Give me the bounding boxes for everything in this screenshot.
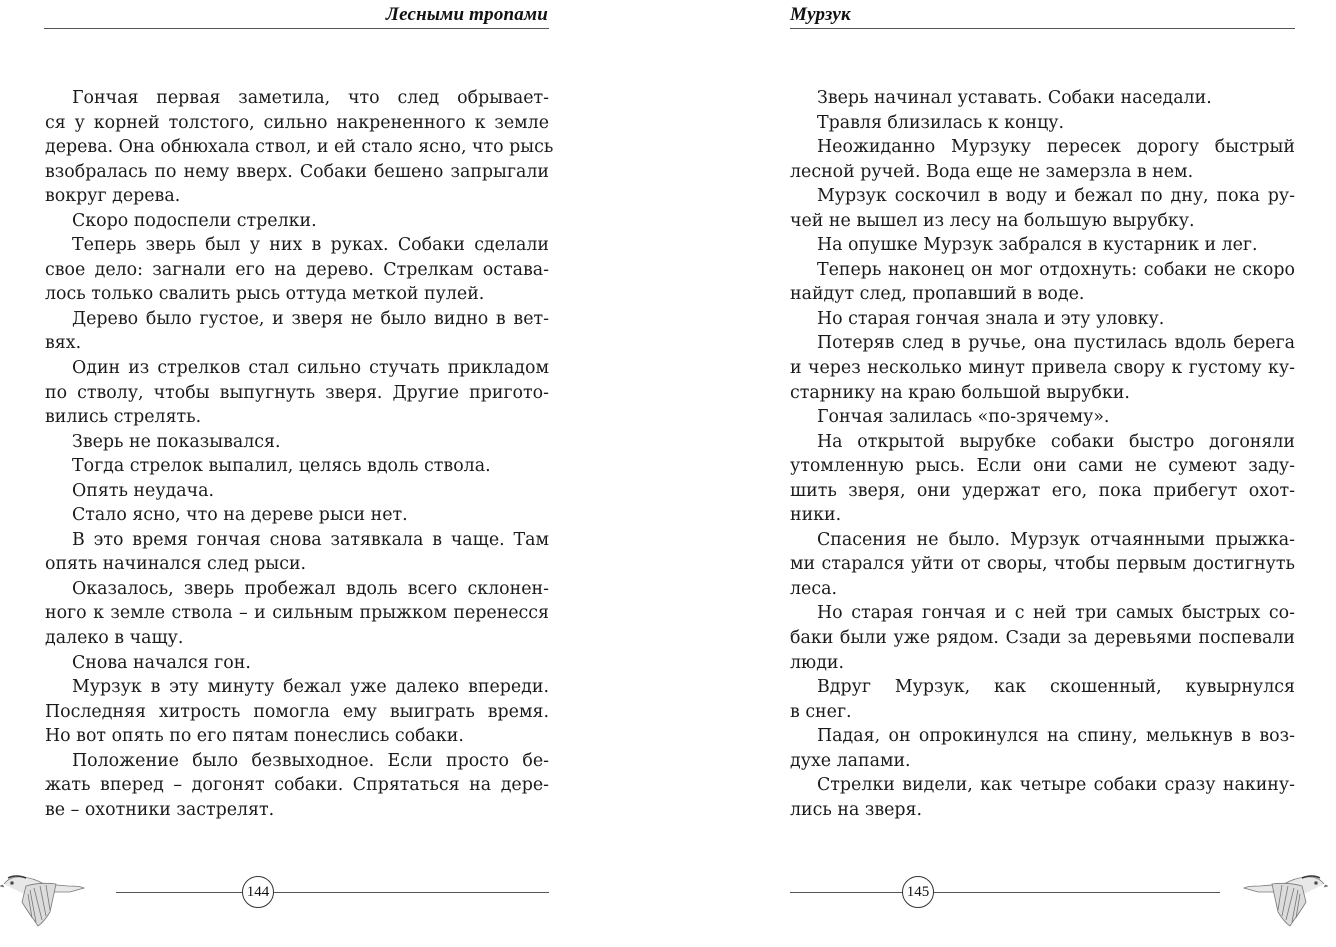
text-line: лось только свалить рысь оттуда меткой пулей.	[45, 284, 485, 305]
text-line: старнику на краю большой вырубки.	[790, 382, 1130, 403]
text-line: Неожиданно Мурзуку пересек дорогу быстрый	[817, 137, 1295, 158]
text-line: Зверь не показывался.	[72, 431, 281, 452]
text-line: дерева. Она обнюхала ствол, и ей стало ясно, что рысь	[45, 137, 554, 158]
text-line: Зверь начинал уставать. Собаки наседали.	[817, 88, 1212, 108]
page-number: 144	[242, 876, 274, 908]
text-line: жать вперед – догонят собаки. Спрятаться на дере-	[45, 775, 549, 796]
text-line: Гончая залилась «по-зрячему».	[817, 407, 1110, 428]
text-line: ся у корней толстого, сильно накрененного к земле	[45, 112, 549, 133]
text-line: лесной ручей. Вода еще не замерзла в нем.	[790, 161, 1194, 182]
text-line: На опушке Мурзук забрался в кустарник и лег.	[817, 235, 1258, 256]
text-line: Теперь зверь был у них в руках. Собаки сделали	[72, 235, 549, 256]
text-line: Падая, он опрокинулся на спину, мелькнув в воз-	[817, 726, 1295, 747]
text-line: Стало ясно, что на дереве рыси нет.	[72, 505, 408, 526]
text-line: в снег.	[790, 701, 852, 722]
text-line: шить зверя, они удержат его, пока прибегут охот-	[790, 480, 1295, 501]
text-line: Оказалось, зверь пробежал вдоль всего склонен-	[72, 578, 549, 599]
footer-rule	[116, 892, 549, 893]
text-line: вях.	[45, 333, 82, 354]
text-line: и через несколько минут привела свору к густому ку-	[790, 358, 1295, 379]
body-text	[790, 86, 1295, 822]
text-line: баки были уже рядом. Сзади за деревьями поспевали	[790, 628, 1295, 649]
text-line: На открытой вырубке собаки быстро догоняли	[817, 431, 1295, 452]
footer-rule	[790, 892, 1220, 893]
text-line: Но вот опять по его пятам понеслись собаки.	[45, 726, 464, 747]
text-line: Тогда стрелок выпалил, целясь вдоль ствола.	[72, 456, 491, 477]
text-line: Вдруг Мурзук, как скошенный, кувырнулся	[817, 677, 1295, 698]
text-line: Один из стрелков стал сильно стучать прикладом	[72, 358, 549, 379]
text-line: Скоро подоспели стрелки.	[72, 210, 317, 231]
text-line: Спасения не было. Мурзук отчаянными прыжка-	[817, 529, 1295, 550]
text-line: Опять неудача.	[72, 480, 215, 501]
text-line: Гончая первая заметила, что след обрывает-	[72, 88, 549, 108]
text-line: найдут след, пропавший в воде.	[790, 284, 1085, 305]
text-line: утомленную рысь. Если они сами не сумеют заду-	[790, 456, 1295, 477]
text-line: вились стрелять.	[45, 407, 202, 428]
text-line: взобралась по нему вверх. Собаки бешено запрыгали	[45, 161, 549, 182]
text-line: Снова начался гон.	[72, 652, 251, 673]
text-line: Последняя хитрость помогла ему выиграть время.	[45, 701, 549, 722]
text-line: по стволу, чтобы выпугнуть зверя. Другие пригото-	[45, 382, 549, 403]
running-head: Лесными тропами	[385, 4, 548, 25]
text-line: Дерево было густое, и зверя не было видно в вет-	[72, 308, 549, 329]
text-line: Стрелки видели, как четыре собаки сразу накину-	[817, 775, 1295, 796]
text-line: чей не вышел из лесу на большую вырубку.	[790, 210, 1195, 231]
header-rule	[790, 28, 1295, 29]
text-line: лись на зверя.	[790, 799, 923, 820]
text-line: Но старая гончая и с ней три самых быстрых со-	[817, 603, 1295, 624]
flying-bird-icon	[0, 872, 90, 930]
header-rule	[44, 28, 549, 29]
text-line: Мурзук в эту минуту бежал уже далеко впереди.	[72, 677, 549, 698]
flying-bird-icon	[1238, 872, 1328, 930]
text-line: Теперь наконец он мог отдохнуть: собаки не скоро	[817, 259, 1295, 280]
text-line: свое дело: загнали его на дерево. Стрелкам остава-	[45, 259, 549, 280]
running-head: Мурзук	[790, 4, 851, 25]
text-line: ного к земле ствола – и сильным прыжком перенесся	[45, 603, 549, 624]
text-line: Но старая гончая знала и эту уловку.	[817, 308, 1165, 329]
text-line: люди.	[790, 652, 845, 673]
text-line: Мурзук соскочил в воду и бежал по дну, пока ру-	[817, 186, 1295, 207]
right-page	[668, 0, 1336, 947]
page-number: 145	[902, 876, 934, 908]
text-line: ники.	[790, 505, 842, 526]
text-line: Потеряв след в ручье, она пустилась вдоль берега	[817, 333, 1295, 354]
text-line: Положение было безвыходное. Если просто бе-	[72, 750, 549, 771]
text-line: духе лапами.	[790, 750, 911, 771]
text-line: Травля близилась к концу.	[817, 112, 1065, 133]
text-line: ми старался уйти от своры, чтобы первым достигнуть	[790, 554, 1295, 575]
text-line: далеко в чащу.	[45, 628, 184, 649]
text-line: вокруг дерева.	[45, 186, 181, 207]
text-line: ве – охотники застрелят.	[45, 799, 275, 820]
text-line: В это время гончая снова затявкала в чаще. Там	[72, 529, 549, 550]
text-line: леса.	[790, 578, 837, 599]
body-text	[45, 86, 554, 822]
text-line: опять начинался след рыси.	[45, 554, 307, 575]
